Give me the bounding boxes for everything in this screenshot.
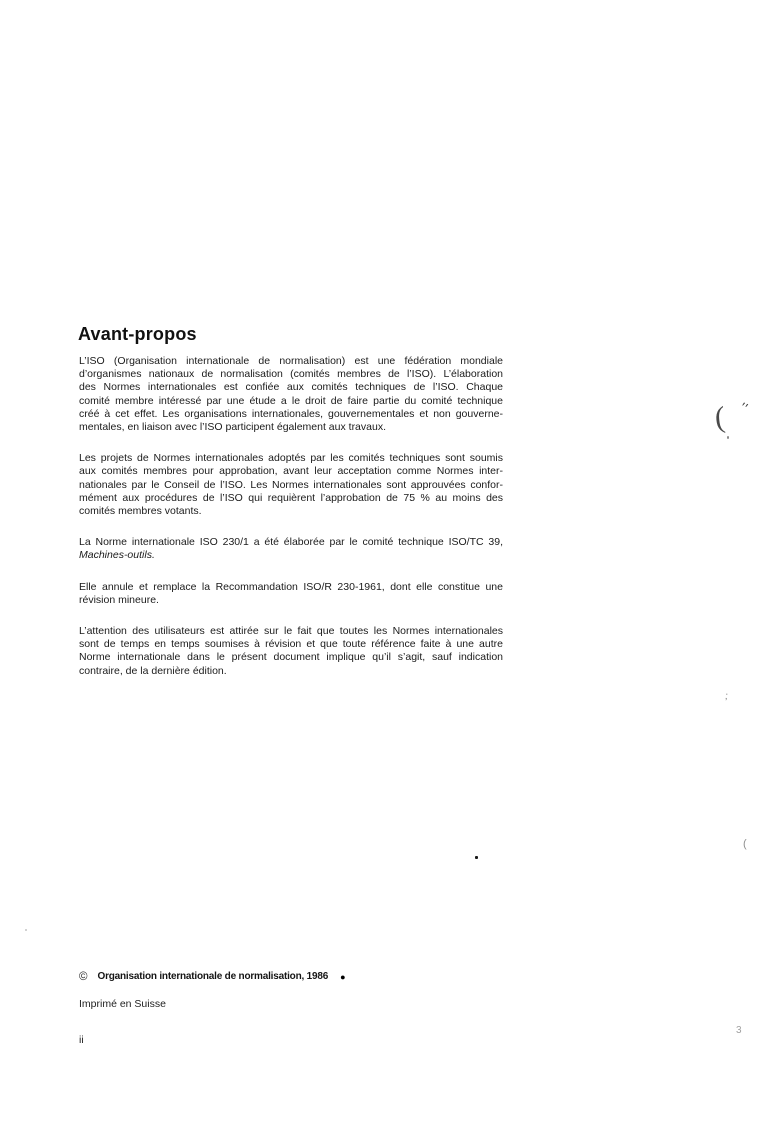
text-line: sont de temps en temps soumises à révision et que toute référence faite à une autre bbox=[79, 638, 503, 651]
scan-artifact-dot-2 bbox=[475, 856, 478, 859]
text-line: comités membres votants. bbox=[79, 505, 202, 518]
text-line: mentales, en liaison avec l’ISO participent également aux travaux. bbox=[79, 421, 386, 434]
text-line: aux comités membres pour approbation, avant leur acceptation comme Normes inter- bbox=[79, 465, 503, 478]
text-line: des Normes internationales est confiée aux comités techniques de l’ISO. Chaque bbox=[79, 381, 503, 394]
text-line: mément aux procédures de l’ISO qui requièrent l’approbation de 75 % au moins des bbox=[79, 491, 503, 504]
paragraph bbox=[79, 355, 503, 434]
text-line: d’organismes nationaux de normalisation (comités membres de l’ISO). L’élaboration bbox=[79, 368, 503, 381]
text-line: La Norme internationale ISO 230/1 a été élaborée par le comité technique ISO/TC 39, bbox=[79, 536, 503, 549]
text-line: contraire, de la dernière édition. bbox=[79, 664, 227, 677]
foreword-paragraphs bbox=[79, 355, 503, 696]
text-line: L’ISO (Organisation internationale de normalisation) est une fédération mondiale bbox=[79, 355, 503, 367]
scan-artifact-small-three: 3 bbox=[736, 1025, 742, 1036]
text-line: nationales par le Conseil de l’ISO. Les Normes internationales sont approuvées confor- bbox=[79, 478, 503, 491]
copyright-icon: © bbox=[79, 971, 88, 983]
paragraph bbox=[79, 625, 503, 678]
paragraph bbox=[79, 452, 503, 518]
text-line: créé à cet effet. Les organisations internationales, gouvernementales et non gouverne- bbox=[79, 407, 503, 420]
scan-artifact-dot-3 bbox=[25, 929, 27, 931]
copyright-line bbox=[79, 971, 346, 983]
scan-artifact-semicolon-mark: ; bbox=[724, 690, 729, 703]
text-line: L’attention des utilisateurs est attirée sur le fait que toutes les Normes internationales bbox=[79, 625, 503, 638]
text-line: révision mineure. bbox=[79, 593, 159, 606]
text-line: Elle annule et remplace la Recommandation ISO/R 230-1961, dont elle constitue une bbox=[79, 580, 503, 593]
copyright-text: Organisation internationale de normalisation, 1986 bbox=[97, 971, 329, 982]
printed-in-line: Imprimé en Suisse bbox=[79, 998, 166, 1010]
paragraph bbox=[79, 536, 503, 562]
text-line: comité membre intéressé par une étude a le droit de faire partie du comité technique bbox=[79, 394, 503, 407]
scan-artifact-small-paren: ( bbox=[743, 838, 747, 850]
scan-artifact-tick-marks: ′′ bbox=[738, 399, 751, 416]
paragraph bbox=[79, 581, 503, 607]
text-line: Norme internationale dans le présent document implique qu’il s’agit, sauf indication bbox=[79, 651, 503, 664]
text-line: Les projets de Normes internationales adoptés par les comités techniques sont soumis bbox=[79, 452, 503, 465]
text-line: Machines-outils. bbox=[79, 549, 155, 562]
page-number: ii bbox=[79, 1034, 84, 1046]
scan-artifact-dot-1 bbox=[727, 436, 729, 439]
foreword-title: Avant-propos bbox=[78, 324, 197, 344]
scan-artifact-paren-mark: ( bbox=[713, 400, 727, 435]
bullet-dot-icon: ● bbox=[340, 972, 346, 982]
